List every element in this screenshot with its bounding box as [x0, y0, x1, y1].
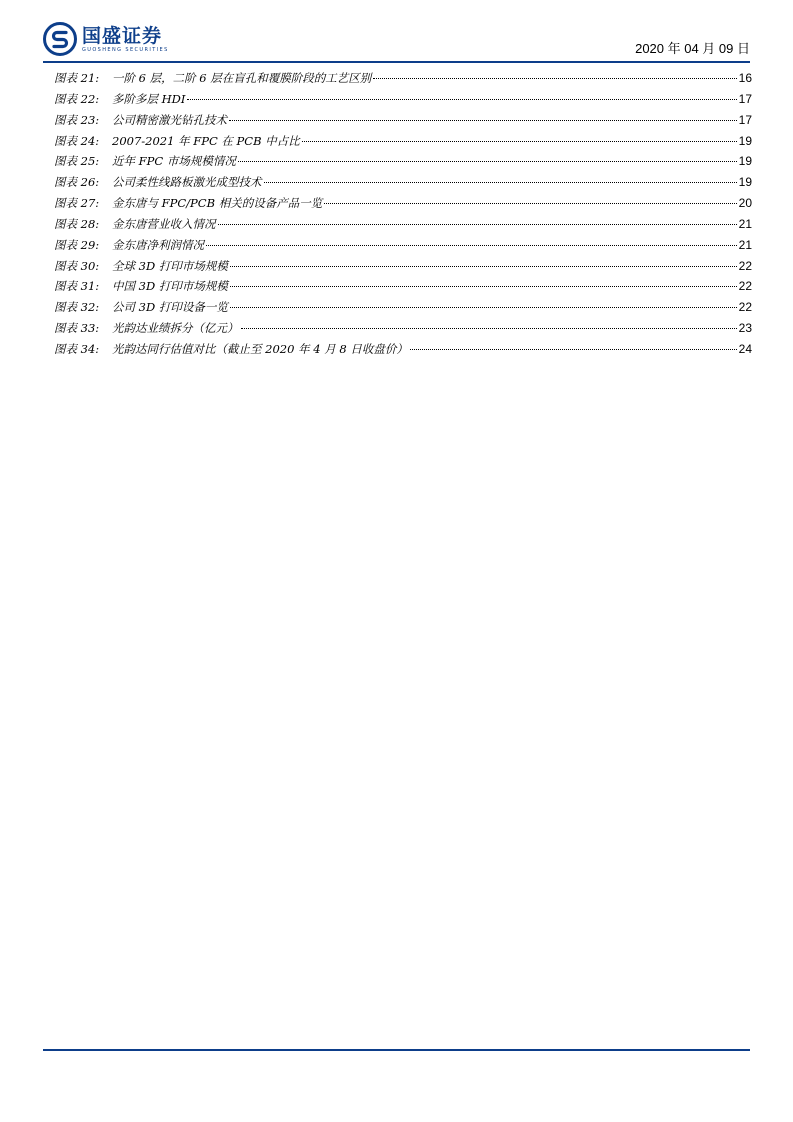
- toc-figure-title: 光韵达同行估值对比（截止至 2020 年 4 月 8 日收盘价）: [112, 341, 408, 356]
- toc-figure-label: 图表 25:: [54, 154, 100, 169]
- toc-dot-leader: [302, 141, 737, 142]
- toc-figure-title: 中国 3D 打印市场规模: [112, 279, 228, 294]
- toc-figure-label: 图表 28:: [54, 216, 100, 231]
- toc-figure-title: 2007-2021 年 FPC 在 PCB 中占比: [112, 133, 300, 148]
- toc-entry[interactable]: [54, 341, 752, 362]
- toc-figure-title: 多阶多层 HDI: [112, 91, 186, 106]
- toc-entry[interactable]: [54, 258, 752, 279]
- toc-entry[interactable]: [54, 70, 752, 91]
- toc-entry[interactable]: [54, 216, 752, 237]
- toc-dot-leader: [230, 307, 737, 308]
- toc-figure-label: 图表 21:: [54, 71, 100, 85]
- toc-dot-leader: [230, 286, 737, 287]
- toc-figure-label: 图表 30:: [54, 258, 100, 273]
- toc-dot-leader: [373, 78, 736, 79]
- brand-logo: [43, 22, 169, 56]
- toc-figure-title: 近年 FPC 市场规模情况: [112, 154, 236, 169]
- toc-dot-leader: [264, 182, 737, 183]
- toc-page-number: 21: [738, 216, 752, 231]
- toc-page-number: 22: [738, 300, 752, 315]
- toc-dot-leader: [324, 203, 736, 204]
- toc-dot-leader: [410, 349, 737, 350]
- toc-entry[interactable]: [54, 133, 752, 154]
- header-divider: [43, 61, 750, 63]
- toc-figure-title: 金东唐与 FPC/PCB 相关的设备产品一览: [112, 196, 323, 211]
- toc-figure-title: 金东唐营业收入情况: [112, 216, 216, 231]
- toc-entry[interactable]: [54, 112, 752, 133]
- toc-figure-title: 公司 3D 打印设备一览: [112, 300, 228, 315]
- toc-page-number: 17: [738, 112, 752, 127]
- toc-page-number: 24: [738, 341, 752, 356]
- figure-index: [54, 70, 752, 362]
- toc-dot-leader: [238, 161, 737, 162]
- toc-figure-label: 图表 34:: [54, 341, 100, 356]
- toc-figure-label: 图表 31:: [54, 279, 100, 294]
- toc-figure-title: 金东唐净利润情况: [112, 237, 204, 252]
- toc-dot-leader: [218, 224, 737, 225]
- toc-dot-leader: [206, 245, 737, 246]
- toc-page-number: 19: [738, 133, 752, 148]
- toc-dot-leader: [230, 266, 737, 267]
- toc-figure-label: 图表 22:: [54, 91, 100, 106]
- toc-figure-title: 公司柔性线路板激光成型技术: [112, 175, 262, 190]
- toc-figure-title: 光韵达业绩拆分（亿元）: [112, 321, 239, 336]
- page-header: [43, 22, 750, 58]
- toc-entry[interactable]: [54, 299, 752, 320]
- toc-page-number: 16: [738, 71, 752, 85]
- toc-entry[interactable]: [54, 237, 752, 258]
- toc-page-number: 20: [738, 196, 752, 211]
- toc-entry[interactable]: [54, 195, 752, 216]
- toc-page-number: 23: [738, 321, 752, 336]
- toc-page-number: 19: [738, 154, 752, 169]
- toc-dot-leader: [229, 120, 737, 121]
- toc-entry[interactable]: [54, 91, 752, 112]
- toc-figure-title: 公司精密激光钻孔技术: [112, 112, 227, 127]
- toc-page-number: 19: [738, 175, 752, 190]
- guosheng-logo-icon: [43, 22, 77, 56]
- toc-figure-label: 图表 23:: [54, 112, 100, 127]
- toc-page-number: 21: [738, 237, 752, 252]
- toc-entry[interactable]: [54, 320, 752, 341]
- toc-page-number: 22: [738, 279, 752, 294]
- toc-figure-title: 全球 3D 打印市场规模: [112, 258, 228, 273]
- toc-figure-label: 图表 32:: [54, 300, 100, 315]
- report-date: 2020 年 04 月 09 日: [635, 41, 750, 56]
- toc-page-number: 22: [738, 258, 752, 273]
- brand-name-cn: 国盛证券: [82, 24, 163, 47]
- toc-figure-label: 图表 27:: [54, 196, 100, 211]
- toc-page-number: 17: [738, 91, 752, 106]
- toc-entry[interactable]: [54, 153, 752, 174]
- toc-figure-title: 一阶 6 层，二阶 6 层在盲孔和覆膜阶段的工艺区别: [112, 71, 372, 85]
- brand-name-en: GUOSHENG SECURITIES: [82, 46, 169, 53]
- toc-figure-label: 图表 24:: [54, 133, 100, 148]
- footer-divider: [43, 1049, 750, 1051]
- toc-dot-leader: [187, 99, 736, 100]
- toc-dot-leader: [241, 328, 737, 329]
- toc-entry[interactable]: [54, 174, 752, 195]
- toc-entry[interactable]: [54, 278, 752, 299]
- toc-figure-label: 图表 26:: [54, 175, 100, 190]
- toc-figure-label: 图表 33:: [54, 321, 100, 336]
- toc-figure-label: 图表 29:: [54, 237, 100, 252]
